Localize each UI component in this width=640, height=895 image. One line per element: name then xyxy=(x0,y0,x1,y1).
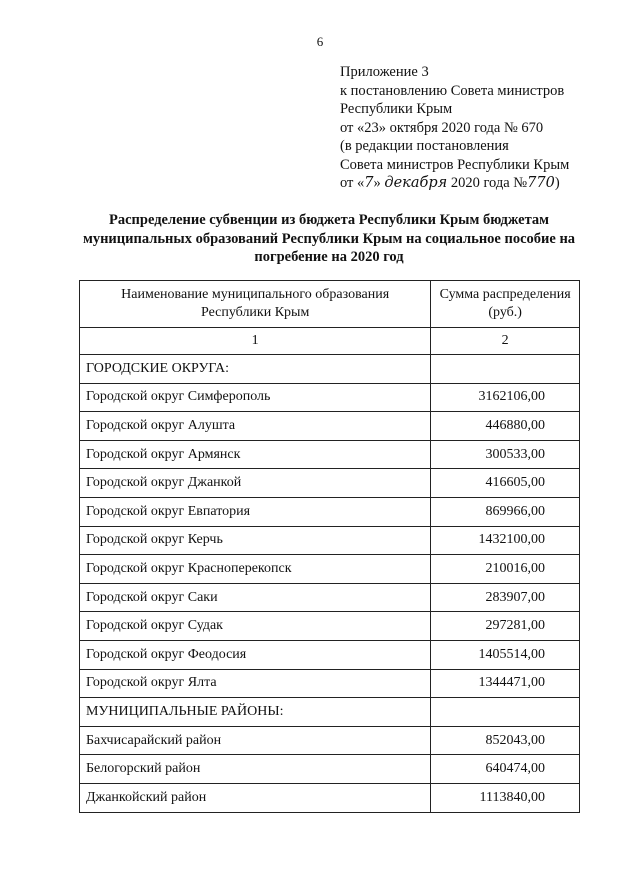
municipality-name: ГОРОДСКИЕ ОКРУГА: xyxy=(80,355,431,384)
municipality-name: Белогорский район xyxy=(80,755,431,784)
distribution-amount: 869966,00 xyxy=(431,497,580,526)
table-row xyxy=(80,412,580,441)
table-row xyxy=(80,640,580,669)
amendment-date-line: от «7» декабря 2020 года №770) xyxy=(340,175,560,191)
municipality-name: Городской округ Саки xyxy=(80,583,431,612)
table-row xyxy=(80,583,580,612)
appendix-header xyxy=(340,63,630,193)
distribution-amount: 852043,00 xyxy=(431,726,580,755)
column-header-amount: Сумма распределения (руб.) xyxy=(431,281,580,328)
table-row xyxy=(80,669,580,698)
municipality-name: Городской округ Джанкой xyxy=(80,469,431,498)
column-header-name: Наименование муниципального образования Республики Крым xyxy=(80,281,431,328)
handwritten-day: 7 xyxy=(364,175,374,191)
handwritten-month: декабря xyxy=(384,175,448,191)
distribution-amount: 297281,00 xyxy=(431,612,580,641)
distribution-amount: 416605,00 xyxy=(431,469,580,498)
municipality-name: МУНИЦИПАЛЬНЫЕ РАЙОНЫ: xyxy=(80,698,431,727)
page-number: 6 xyxy=(316,34,324,49)
column-number: 1 xyxy=(80,328,431,355)
municipality-name: Городской округ Керчь xyxy=(80,526,431,555)
appendix-line: Республики Крым xyxy=(340,101,453,117)
appendix-line: Совета министров Республики Крым xyxy=(340,156,570,173)
distribution-amount: 640474,00 xyxy=(431,755,580,784)
municipality-name: Городской округ Ялта xyxy=(80,669,431,698)
distribution-amount: 300533,00 xyxy=(431,440,580,469)
distribution-amount xyxy=(431,698,580,727)
municipality-name: Бахчисарайский район xyxy=(80,726,431,755)
table-row xyxy=(80,783,580,812)
municipality-name: Городской округ Феодосия xyxy=(80,640,431,669)
table-row xyxy=(80,497,580,526)
table-row xyxy=(80,469,580,498)
table-row xyxy=(80,726,580,755)
table-header-row xyxy=(80,281,580,328)
appendix-line: (в редакции постановления xyxy=(340,138,509,154)
table-row xyxy=(80,383,580,412)
distribution-table xyxy=(79,280,580,813)
appendix-line: к постановлению Совета министров xyxy=(340,82,565,99)
appendix-line: от «23» октября 2020 года № 670 xyxy=(340,119,544,136)
column-number: 2 xyxy=(431,328,580,355)
appendix-line: Приложение 3 xyxy=(340,64,429,80)
handwritten-number: 770 xyxy=(527,175,555,191)
table-row xyxy=(80,555,580,584)
table-body xyxy=(80,355,580,813)
distribution-amount: 3162106,00 xyxy=(431,383,580,412)
distribution-amount: 1344471,00 xyxy=(431,669,580,698)
date-prefix: от « xyxy=(340,175,365,191)
table-row xyxy=(80,755,580,784)
distribution-amount: 446880,00 xyxy=(431,412,580,441)
table-row xyxy=(80,526,580,555)
municipality-name: Городской округ Алушта xyxy=(80,412,431,441)
distribution-amount: 210016,00 xyxy=(431,555,580,584)
distribution-amount: 1405514,00 xyxy=(431,640,580,669)
distribution-amount: 283907,00 xyxy=(431,583,580,612)
table-row xyxy=(80,440,580,469)
municipality-name: Городской округ Симферополь xyxy=(80,383,431,412)
column-number-row xyxy=(80,328,580,355)
table-row xyxy=(80,612,580,641)
municipality-name: Городской округ Судак xyxy=(80,612,431,641)
document-title: Распределение субвенции из бюджета Республики Крым бюджетам муниципальных образований Республики Крым на социальное пособие на погребение на 2020 год xyxy=(82,212,576,265)
distribution-amount xyxy=(431,355,580,384)
table-row xyxy=(80,355,580,384)
table-row xyxy=(80,698,580,727)
municipality-name: Джанкойский район xyxy=(80,783,431,812)
municipality-name: Городской округ Евпатория xyxy=(80,497,431,526)
date-year-text: 2020 года № xyxy=(450,175,528,191)
distribution-amount: 1432100,00 xyxy=(431,526,580,555)
municipality-name: Городской округ Армянск xyxy=(80,440,431,469)
distribution-amount: 1113840,00 xyxy=(431,783,580,812)
municipality-name: Городской округ Красноперекопск xyxy=(80,555,431,584)
